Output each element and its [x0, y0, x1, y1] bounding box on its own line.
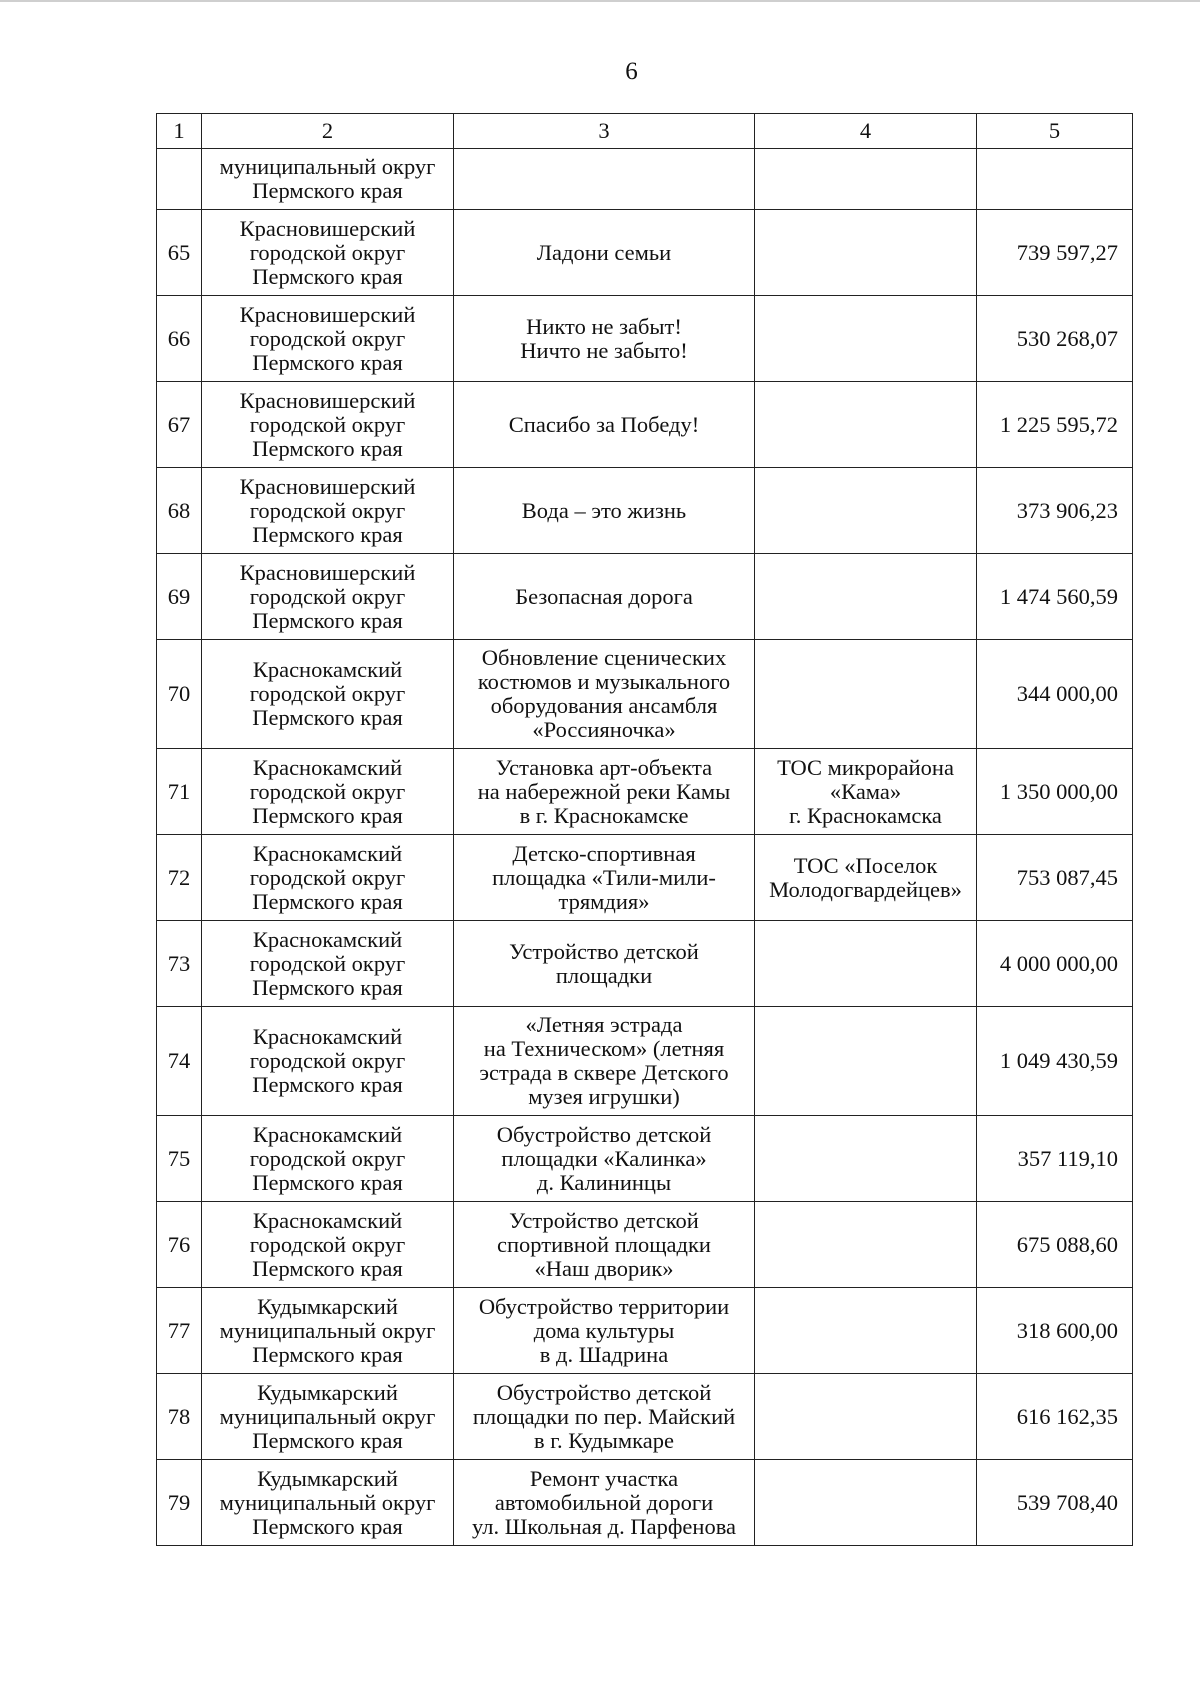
- cell-project: [454, 640, 755, 749]
- cell-amount: [977, 749, 1133, 835]
- scan-edge: [0, 0, 1200, 2]
- cell-municipality-text: Краснокамский городской округ Пермского края: [249, 1121, 406, 1195]
- cell-municipality-text: Красновишерский городской округ Пермского края: [239, 473, 416, 547]
- cell-amount: [977, 468, 1133, 554]
- cell-number: [157, 1288, 202, 1374]
- cell-amount-text: 530 268,07: [1016, 325, 1118, 351]
- cell-municipality-text: Краснокамский городской округ Пермского края: [249, 926, 406, 1000]
- cell-applicant-text: ТОС микрорайона «Кама» г. Краснокамска: [777, 754, 954, 828]
- cell-municipality-text: Кудымкарский муниципальный округ Пермского края: [219, 1379, 436, 1453]
- table-row: [157, 749, 1133, 835]
- cell-amount-text: 318 600,00: [1016, 1317, 1118, 1343]
- cell-number: [157, 640, 202, 749]
- cell-applicant: [755, 382, 977, 468]
- cell-applicant: [755, 1374, 977, 1460]
- table-row: [157, 1116, 1133, 1202]
- cell-number: [157, 210, 202, 296]
- cell-number-text: 77: [167, 1317, 191, 1343]
- cell-project: [454, 210, 755, 296]
- cell-amount: [977, 1007, 1133, 1116]
- cell-municipality: [202, 835, 454, 921]
- cell-amount-text: 357 119,10: [1017, 1145, 1118, 1171]
- header-cell-col1: 1: [157, 114, 202, 149]
- table-row: [157, 296, 1133, 382]
- cell-applicant: [755, 1288, 977, 1374]
- cell-amount: [977, 640, 1133, 749]
- cell-project-text: Обустройство детской площадки по пер. Майский в г. Кудымкаре: [472, 1379, 736, 1453]
- cell-municipality-text: Краснокамский городской округ Пермского края: [249, 1024, 406, 1097]
- cell-municipality: [202, 382, 454, 468]
- cell-number-text: 71: [167, 778, 191, 804]
- cell-number-text: 72: [167, 864, 191, 890]
- cell-amount-text: 344 000,00: [1016, 681, 1118, 706]
- cell-applicant-text: ТОС «Поселок Молодогвардейцев»: [769, 852, 962, 902]
- cell-project-text: Ремонт участка автомобильной дороги ул. Школьная д. Парфенова: [471, 1465, 737, 1539]
- cell-project: [454, 149, 755, 210]
- page-number: 6: [625, 58, 638, 85]
- cell-municipality: [202, 921, 454, 1007]
- cell-number-text: 73: [167, 950, 191, 976]
- cell-municipality: [202, 210, 454, 296]
- cell-project: [454, 554, 755, 640]
- cell-project-text: Детско-спортивная площадка «Тили-мили- трямдия»: [492, 840, 716, 914]
- header-cell-col3: 3: [454, 114, 755, 149]
- cell-municipality-text: Красновишерский городской округ Пермского края: [239, 215, 416, 289]
- cell-project-text: Безопасная дорога: [515, 583, 693, 609]
- table-row: [157, 554, 1133, 640]
- cell-amount: [977, 1116, 1133, 1202]
- cell-project: [454, 468, 755, 554]
- table-row: [157, 1288, 1133, 1374]
- cell-project: [454, 1007, 755, 1116]
- projects-table: [156, 113, 1133, 1546]
- cell-number: [157, 1460, 202, 1546]
- cell-applicant: [755, 554, 977, 640]
- cell-number-text: 66: [167, 325, 191, 351]
- cell-amount-text: 539 708,40: [1016, 1489, 1118, 1515]
- header-cell-col4: 4: [755, 114, 977, 149]
- cell-project-text: «Летняя эстрада на Техническом» (летняя эстрада в сквере Детского музея игрушки): [479, 1012, 729, 1109]
- header-row: [157, 114, 1133, 149]
- table-row: [157, 835, 1133, 921]
- cell-municipality-text: Краснокамский городской округ Пермского края: [249, 754, 406, 828]
- cell-municipality-text: Краснокамский городской округ Пермского края: [249, 657, 406, 730]
- cell-project: [454, 1374, 755, 1460]
- cell-municipality: [202, 1007, 454, 1116]
- cell-municipality: [202, 296, 454, 382]
- cell-amount: [977, 149, 1133, 210]
- cell-number: [157, 554, 202, 640]
- cell-number: [157, 749, 202, 835]
- cell-number: [157, 1374, 202, 1460]
- cell-number: [157, 382, 202, 468]
- cell-amount-text: 1 225 595,72: [999, 411, 1118, 437]
- table-row: [157, 149, 1133, 210]
- cell-municipality: [202, 749, 454, 835]
- cell-municipality: [202, 1202, 454, 1288]
- cell-amount: [977, 921, 1133, 1007]
- cell-municipality-text: Краснокамский городской округ Пермского края: [249, 840, 406, 914]
- cell-amount: [977, 382, 1133, 468]
- cell-amount-text: 1 049 430,59: [999, 1048, 1118, 1073]
- table-row: [157, 210, 1133, 296]
- table-row: [157, 921, 1133, 1007]
- cell-amount: [977, 835, 1133, 921]
- cell-amount: [977, 554, 1133, 640]
- table-row: [157, 1460, 1133, 1546]
- cell-applicant: [755, 835, 977, 921]
- cell-amount: [977, 296, 1133, 382]
- cell-project: [454, 835, 755, 921]
- cell-municipality-text: Красновишерский городской округ Пермского края: [239, 559, 416, 633]
- table-row: [157, 468, 1133, 554]
- cell-amount-text: 739 597,27: [1016, 239, 1118, 265]
- cell-municipality: [202, 1288, 454, 1374]
- cell-number-text: 74: [167, 1048, 191, 1073]
- cell-municipality-text: Краснокамский городской округ Пермского края: [249, 1207, 406, 1281]
- cell-number: [157, 1007, 202, 1116]
- cell-municipality: [202, 554, 454, 640]
- table-row: [157, 1374, 1133, 1460]
- cell-number-text: 68: [167, 497, 191, 523]
- cell-project-text: Обустройство детской площадки «Калинка» д. Калининцы: [496, 1121, 712, 1195]
- cell-municipality: [202, 1374, 454, 1460]
- cell-number-text: 69: [167, 583, 191, 609]
- cell-project-text: Вода – это жизнь: [521, 497, 687, 523]
- cell-number-text: 67: [167, 411, 191, 437]
- cell-project-text: Никто не забыт! Ничто не забыто!: [520, 313, 688, 363]
- header-cell-col2: 2: [202, 114, 454, 149]
- cell-municipality-text: Кудымкарский муниципальный округ Пермского края: [219, 1293, 436, 1367]
- cell-applicant: [755, 210, 977, 296]
- cell-applicant: [755, 468, 977, 554]
- cell-project: [454, 749, 755, 835]
- cell-applicant: [755, 149, 977, 210]
- cell-amount-text: 1 350 000,00: [999, 778, 1118, 804]
- cell-amount-text: 4 000 000,00: [999, 950, 1118, 976]
- cell-project-text: Установка арт-объекта на набережной реки Камы в г. Краснокамске: [477, 754, 731, 828]
- cell-applicant: [755, 296, 977, 382]
- cell-amount-text: 675 088,60: [1016, 1231, 1118, 1257]
- cell-applicant: [755, 1202, 977, 1288]
- cell-project-text: Спасибо за Победу!: [508, 411, 700, 437]
- cell-number-text: 76: [167, 1231, 191, 1257]
- cell-project: [454, 382, 755, 468]
- cell-applicant: [755, 1116, 977, 1202]
- cell-number-text: 78: [167, 1403, 191, 1429]
- cell-municipality-text: Кудымкарский муниципальный округ Пермского края: [219, 1465, 436, 1539]
- cell-project: [454, 1460, 755, 1546]
- cell-project: [454, 1116, 755, 1202]
- cell-amount-text: 616 162,35: [1016, 1403, 1118, 1429]
- cell-project-text: Устройство детской площадки: [509, 938, 699, 988]
- cell-project-text: Обустройство территории дома культуры в д. Шадрина: [478, 1293, 730, 1367]
- cell-applicant: [755, 921, 977, 1007]
- cell-amount: [977, 210, 1133, 296]
- cell-number-text: 75: [167, 1145, 191, 1171]
- cell-project: [454, 921, 755, 1007]
- cell-applicant: [755, 1007, 977, 1116]
- cell-municipality-text: муниципальный округ Пермского края: [219, 154, 436, 203]
- table-row: [157, 1007, 1133, 1116]
- table-row: [157, 382, 1133, 468]
- table-row: [157, 640, 1133, 749]
- cell-number-text: 79: [167, 1489, 191, 1515]
- cell-applicant: [755, 640, 977, 749]
- cell-municipality: [202, 1460, 454, 1546]
- cell-municipality: [202, 468, 454, 554]
- cell-number-text: 70: [167, 681, 191, 706]
- cell-amount-text: 1 474 560,59: [999, 583, 1118, 609]
- cell-applicant: [755, 749, 977, 835]
- header-cell-col5: 5: [977, 114, 1133, 149]
- cell-project-text: Ладони семьи: [536, 239, 672, 265]
- cell-amount: [977, 1288, 1133, 1374]
- cell-number: [157, 835, 202, 921]
- cell-project-text: Обновление сценических костюмов и музыкального оборудования ансамбля «Россияночка»: [477, 645, 731, 742]
- cell-municipality-text: Красновишерский городской округ Пермского края: [239, 387, 416, 461]
- cell-number: [157, 296, 202, 382]
- cell-project: [454, 296, 755, 382]
- cell-number: [157, 1116, 202, 1202]
- cell-applicant: [755, 1460, 977, 1546]
- cell-municipality: [202, 149, 454, 210]
- cell-project: [454, 1202, 755, 1288]
- cell-amount: [977, 1374, 1133, 1460]
- cell-municipality: [202, 1116, 454, 1202]
- table-row: [157, 1202, 1133, 1288]
- cell-municipality-text: Красновишерский городской округ Пермского края: [239, 301, 416, 375]
- cell-project-text: Устройство детской спортивной площадки «Наш дворик»: [497, 1207, 711, 1281]
- cell-number-text: 65: [167, 239, 191, 265]
- cell-number: [157, 921, 202, 1007]
- cell-amount-text: 753 087,45: [1016, 864, 1118, 890]
- cell-number: [157, 468, 202, 554]
- cell-amount-text: 373 906,23: [1016, 497, 1118, 523]
- cell-number: [157, 1202, 202, 1288]
- cell-number: [157, 149, 202, 210]
- cell-amount: [977, 1460, 1133, 1546]
- cell-amount: [977, 1202, 1133, 1288]
- table-body: [157, 114, 1133, 1546]
- cell-project: [454, 1288, 755, 1374]
- cell-municipality: [202, 640, 454, 749]
